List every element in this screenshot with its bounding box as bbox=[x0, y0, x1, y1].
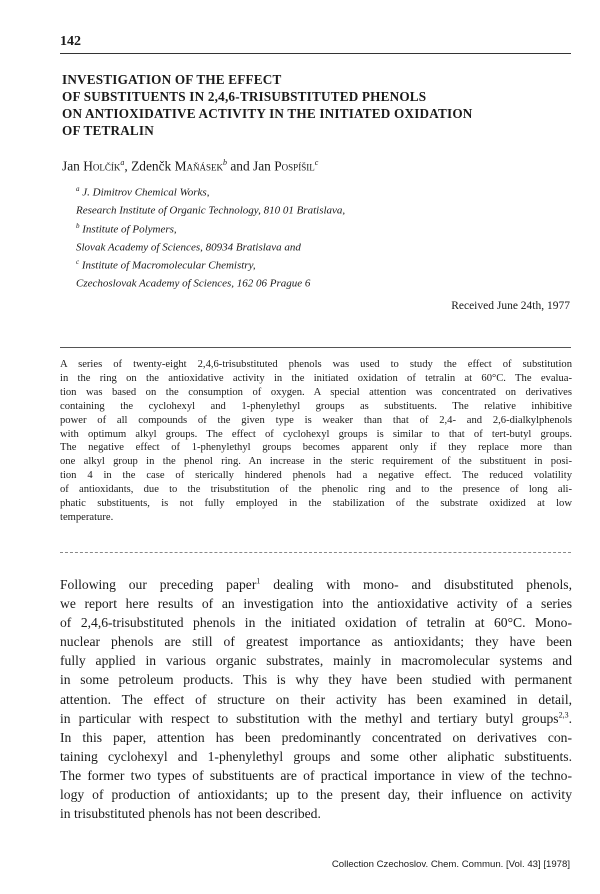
body-line: taining cyclohexyl and 1-phenylethyl groups and some other aliphatic substituents. bbox=[60, 748, 572, 764]
author-mark: c bbox=[314, 158, 319, 167]
affiliation-text: Institute of Polymers, bbox=[82, 223, 177, 236]
body-line: fully applied in various organic substrates, mainly in macromolecular systems and bbox=[60, 653, 572, 669]
body-line: attention. The effect of structure on their activity has been examined in detail, bbox=[60, 691, 572, 707]
affiliation-text: J. Dimitrov Chemical Works, bbox=[82, 186, 210, 199]
affiliation-line bbox=[76, 200, 345, 218]
affiliation-mark: b bbox=[76, 221, 80, 230]
body-line: in some petroleum products. This is why they have been studied with permanent bbox=[60, 672, 572, 688]
abstract-line: containing the cyclohexyl and 1-phenylethyl groups as substituents. The relative inhibitive bbox=[60, 400, 572, 412]
page-number: 142 bbox=[60, 34, 81, 49]
author-list bbox=[62, 158, 318, 174]
body-text: dealing with mono- and disubstituted phenols, bbox=[260, 577, 572, 592]
body-line: we report here results of an investigation into the antioxidative activity of a series bbox=[60, 596, 572, 612]
author-separator: and bbox=[227, 158, 254, 174]
abstract-line: temperature. bbox=[60, 511, 114, 523]
author-surname: Holčík bbox=[83, 158, 121, 174]
body-line: The former two types of substituents are of practical importance in view of the techno- bbox=[60, 767, 572, 783]
affiliation-line bbox=[76, 237, 345, 255]
abstract-line: one alkyl group in the phenol ring. An increase in the steric requirement of the substituent in posi- bbox=[60, 456, 572, 468]
body-line bbox=[60, 709, 572, 728]
header-rule bbox=[60, 53, 571, 54]
affiliation-mark: a bbox=[76, 185, 80, 193]
journal-footer: Collection Czechoslov. Chem. Commun. [Vol. 43] [1978] bbox=[331, 859, 570, 870]
body-line: of 2,4,6-trisubstituted phenols in the initiated oxidation of tetralin at 60°C. Mono- bbox=[60, 615, 572, 631]
abstract-line: phatic substituents, is not fully employed in the stabilization of the substrate oxidized at low bbox=[60, 498, 572, 510]
affiliation-line bbox=[76, 219, 345, 237]
affiliation-line bbox=[76, 273, 345, 291]
author-surname: Pospíšil bbox=[274, 158, 315, 174]
abstract-top-rule bbox=[60, 347, 571, 348]
abstract bbox=[60, 358, 572, 525]
body-text: Following our preceding paper bbox=[60, 577, 257, 592]
body-line: logy of production of antioxidants; up to the present day, their influence on activity bbox=[60, 787, 572, 803]
body-paragraph bbox=[60, 575, 572, 823]
abstract-line: tion was based on the consumption of oxygen. A special attention was concentrated on derivatives bbox=[60, 386, 572, 398]
abstract-bottom-rule bbox=[60, 552, 571, 553]
reference-mark: 2,3 bbox=[558, 710, 569, 720]
abstract-line: A series of twenty-eight 2,4,6-trisubstituted phenols was used to study the effect of substitution bbox=[60, 359, 572, 370]
received-date: Received June 24th, 1977 bbox=[451, 300, 570, 312]
title-line: OF SUBSTITUENTS IN 2,4,6-TRISUBSTITUTED PHENOLS bbox=[62, 89, 427, 104]
body-line: In this paper, attention has been predominantly concentrated on derivatives con- bbox=[60, 729, 572, 745]
body-text: in particular with respect to substitution with the methyl and tertiary butyl groups bbox=[60, 710, 559, 726]
author-mark: b bbox=[223, 158, 227, 167]
title-line: ON ANTIOXIDATIVE ACTIVITY IN THE INITIATED OXIDATION bbox=[62, 106, 473, 121]
affiliation-text: Czechoslovak Academy of Sciences, 162 06 Prague 6 bbox=[76, 277, 311, 290]
reference-mark: 1 bbox=[256, 576, 261, 586]
author-given: Jan bbox=[62, 158, 84, 174]
abstract-line: of antioxidants, due to the trisubstitution of the phenolic ring and to the presence of long ali- bbox=[60, 484, 572, 496]
author-surname: Maňásek bbox=[174, 158, 223, 174]
body-line: nuclear phenols are still of greatest importance as antioxidants; they have been bbox=[60, 634, 572, 650]
author-mark: a bbox=[120, 158, 125, 167]
abstract-line: power of all compounds of the given type is weaker than that of 2,4- and 2,6-dialkylphenols bbox=[60, 414, 572, 426]
body-text: . bbox=[568, 710, 572, 726]
affiliation-line bbox=[76, 182, 345, 200]
abstract-line: in the ring on the antioxidative activity in the initiated oxidation of tetralin at 60°C. The evalua- bbox=[60, 372, 572, 384]
body-line bbox=[60, 575, 572, 594]
affiliation-text: Slovak Academy of Sciences, 80934 Bratislava and bbox=[76, 241, 301, 254]
abstract-line: tion 4 in the case of sterically hindered phenols had a negative effect. The reduced volatility bbox=[60, 470, 572, 482]
author-given: Jan bbox=[253, 158, 275, 174]
affiliation-text: Institute of Macromolecular Chemistry, bbox=[81, 259, 256, 272]
abstract-line: with optimum alkyl groups. The effect of cyclohexyl groups is similar to that of tert-butyl groups. bbox=[60, 428, 572, 440]
affiliation-text: Research Institute of Organic Technology, 810 01 Bratislava, bbox=[76, 204, 346, 217]
body-line: in trisubstituted phenols has not been described. bbox=[60, 806, 321, 822]
author-separator: , bbox=[124, 158, 132, 174]
author-given: Zdenčk bbox=[131, 158, 175, 174]
article-title bbox=[62, 71, 572, 139]
title-line: OF TETRALIN bbox=[62, 123, 154, 138]
abstract-line: The negative effect of 1-phenylethyl groups becomes apparent only if they replace more than bbox=[60, 442, 572, 454]
affiliation-line bbox=[76, 255, 345, 273]
affiliation-mark: c bbox=[76, 258, 80, 266]
affiliations bbox=[76, 182, 345, 292]
title-line: INVESTIGATION OF THE EFFECT bbox=[62, 72, 282, 87]
